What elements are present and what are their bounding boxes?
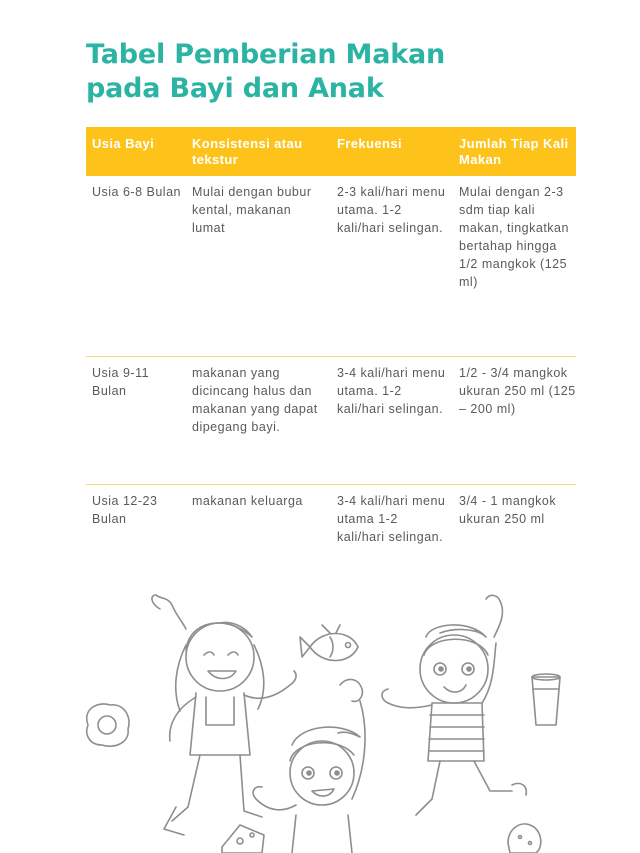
cell-age: Usia 6-8 Bulan — [92, 185, 181, 199]
cell-amount: 3/4 - 1 mangkok ukuran 250 ml — [459, 494, 557, 526]
glass-icon — [532, 674, 560, 725]
title-line-1: Tabel Pemberian Makan — [86, 39, 446, 70]
boy-icon — [382, 595, 526, 815]
fish-icon — [300, 625, 358, 661]
cell-texture: Mulai dengan bubur kental, makanan lumat — [192, 185, 312, 235]
table-row — [86, 176, 576, 357]
header-age: Usia Bayi — [92, 136, 155, 151]
children-playing-illustration — [0, 585, 640, 853]
title-line-2: pada Bayi dan Anak — [86, 73, 384, 104]
page-title — [86, 38, 566, 106]
egg-icon — [87, 704, 129, 746]
cell-amount: Mulai dengan 2-3 sdm tiap kali makan, tingkatkan bertahap hingga 1/2 mangkok (125 ml) — [459, 185, 569, 289]
potato-icon — [508, 824, 541, 853]
feeding-table — [86, 127, 576, 575]
header-amount: Jumlah Tiap Kali Makan — [459, 136, 569, 167]
cell-age: Usia 12-23 Bulan — [92, 494, 158, 526]
cell-frequency: 3-4 kali/hari menu utama 1-2 kali/hari selingan. — [337, 494, 446, 544]
cell-age: Usia 9-11 Bulan — [92, 366, 150, 398]
cell-frequency: 2-3 kali/hari menu utama. 1-2 kali/hari selingan. — [337, 185, 446, 235]
table-row — [86, 357, 576, 485]
girl-icon — [152, 595, 296, 835]
boy-center-icon — [253, 679, 365, 853]
cell-amount: 1/2 - 3/4 mangkok ukuran 250 ml (125 – 200 ml) — [459, 366, 576, 416]
cheese-icon — [222, 825, 264, 853]
cell-texture: makanan keluarga — [192, 494, 303, 508]
cell-frequency: 3-4 kali/hari menu utama. 1-2 kali/hari selingan. — [337, 366, 446, 416]
header-texture: Konsistensi atau tekstur — [192, 136, 303, 167]
table-header — [86, 127, 576, 176]
cell-texture: makanan yang dicincang halus dan makanan yang dapat dipegang bayi. — [192, 366, 318, 434]
header-frequency: Frekuensi — [337, 136, 403, 151]
table-row — [86, 485, 576, 575]
